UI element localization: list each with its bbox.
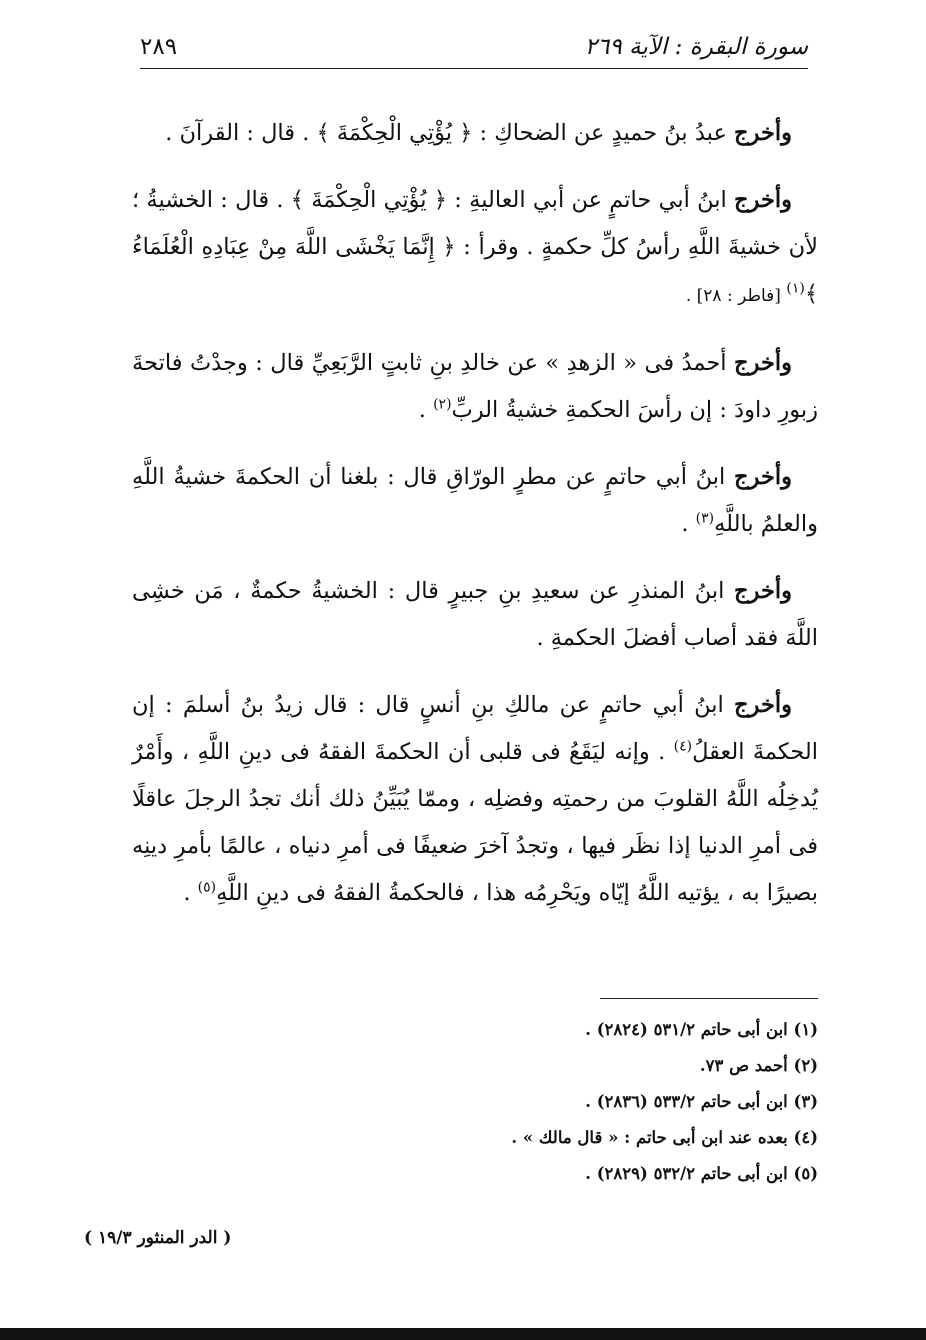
paragraph-3 xyxy=(132,340,818,434)
paragraph-text: ابنُ أبي حاتمٍ عن مالكِ بنِ أنسٍ قال : قال زيدُ بنُ أسلمَ : إن الحكمةَ العقلُ xyxy=(132,692,818,765)
paragraph-2 xyxy=(132,177,818,320)
paragraph-tail: . xyxy=(418,397,434,423)
footnote-ref-1: (١) xyxy=(786,280,805,297)
footnote-ref-5: (٥) xyxy=(197,879,217,896)
footnote-rule xyxy=(600,998,818,999)
source-reference: ( الدر المنثور ١٩/٣ ) xyxy=(84,1228,232,1248)
paragraph-lead: وأخرج xyxy=(734,692,792,718)
footnote-3: (٣) ابن أبى حاتم ٥٣٣/٢ (٢٨٣٦) . xyxy=(585,1092,818,1111)
main-text xyxy=(132,110,818,937)
scan-edge-bar xyxy=(0,1328,926,1340)
paragraph-text: ابنُ أبي حاتمٍ عن مطرٍ الورّاقِ قال : بلغنا أن الحكمةَ خشيةُ اللَّهِ والعلمُ باللَّهِ xyxy=(132,464,818,537)
page-number: ٢٨٩ xyxy=(140,34,178,60)
header-rule xyxy=(140,68,808,69)
paragraph-text: ابنُ أبي حاتمٍ عن أبي العاليةِ : ﴿ يُؤْتِي الْحِكْمَةَ ﴾ . قال : الخشيةُ ؛ لأن خشيةَ اللَّهِ رأسُ كلِّ حكمةٍ . وقرأ : ﴿ إِنَّمَا يَخْشَى اللَّهَ مِنْ عِبَادِهِ الْعُلَمَاءُ ﴾ xyxy=(132,187,818,307)
paragraph-5 xyxy=(132,568,818,662)
paragraph-6 xyxy=(132,682,818,917)
running-title: سورة البقرة : الآية ٢٦٩ xyxy=(584,34,808,60)
footnote-1: (١) ابن أبى حاتم ٥٣١/٢ (٢٨٢٤) . xyxy=(585,1020,818,1039)
footnote-2: (٢) أحمد ص ٧٣. xyxy=(699,1056,818,1075)
paragraph-text: عبدُ بنُ حميدٍ عن الضحاكِ : ﴿ يُؤْتِي الْحِكْمَةَ ﴾ . قال : القرآنَ . xyxy=(165,120,735,146)
footnote-5: (٥) ابن أبى حاتم ٥٣٢/٢ (٢٨٢٩) . xyxy=(585,1164,818,1183)
paragraph-lead: وأخرج xyxy=(734,350,792,376)
footnote-4: (٤) بعده عند ابن أبى حاتم : « قال مالك » . xyxy=(511,1128,818,1147)
paragraph-1 xyxy=(132,110,818,157)
footnote-ref-2: (٢) xyxy=(433,396,452,413)
paragraph-text-cont: . وإنه ليَقَعُ فى قلبى أن الحكمةَ الفقهُ فى دينِ اللَّهِ ، وأَمْرٌ يُدخِلُه اللَّهُ القلوبَ من رحمتِه وفضلِه ، وممّا يُبَيِّنُ ذلك أنك تجدُ الرجلَ عاقلًا فى أمرِ الدنيا إذا نظَر فيها ، وتجدُ آخرَ ضعيفًا فى أمرِ دنياه ، عالمًا بأمرِ دينِه بصيرًا به ، يؤتيه اللَّهُ إيّاه ويَحْرِمُه هذا ، فالحكمةُ الفقهُ فى دينِ اللَّهِ xyxy=(132,739,818,906)
paragraph-text: أحمدُ فى « الزهدِ » عن خالدِ بنِ ثابتٍ الرَّبَعِيِّ قال : وجدْتُ فاتحةَ زبورِ داودَ : إن رأسَ الحكمةِ خشيةُ الربِّ xyxy=(132,350,818,423)
paragraph-lead: وأخرج xyxy=(734,120,792,146)
paragraph-text: ابنُ المنذرِ عن سعيدِ بنِ جبيرٍ قال : الخشيةُ حكمةٌ ، مَن خشِى اللَّهَ فقد أصاب أفضلَ الحكمةِ . xyxy=(132,578,818,651)
paragraph-4 xyxy=(132,454,818,548)
paragraph-tail: . xyxy=(681,511,696,537)
paragraph-lead: وأخرج xyxy=(734,464,792,490)
citation: [فاطر : ٢٨] . xyxy=(685,286,787,306)
paragraph-lead: وأخرج xyxy=(734,578,792,604)
footnote-ref-3: (٣) xyxy=(695,510,715,527)
footnote-ref-4: (٤) xyxy=(673,738,693,755)
paragraph-lead: وأخرج xyxy=(734,187,792,213)
paragraph-tail: . xyxy=(183,880,198,906)
page-header xyxy=(140,30,808,70)
footnotes xyxy=(300,1012,818,1192)
